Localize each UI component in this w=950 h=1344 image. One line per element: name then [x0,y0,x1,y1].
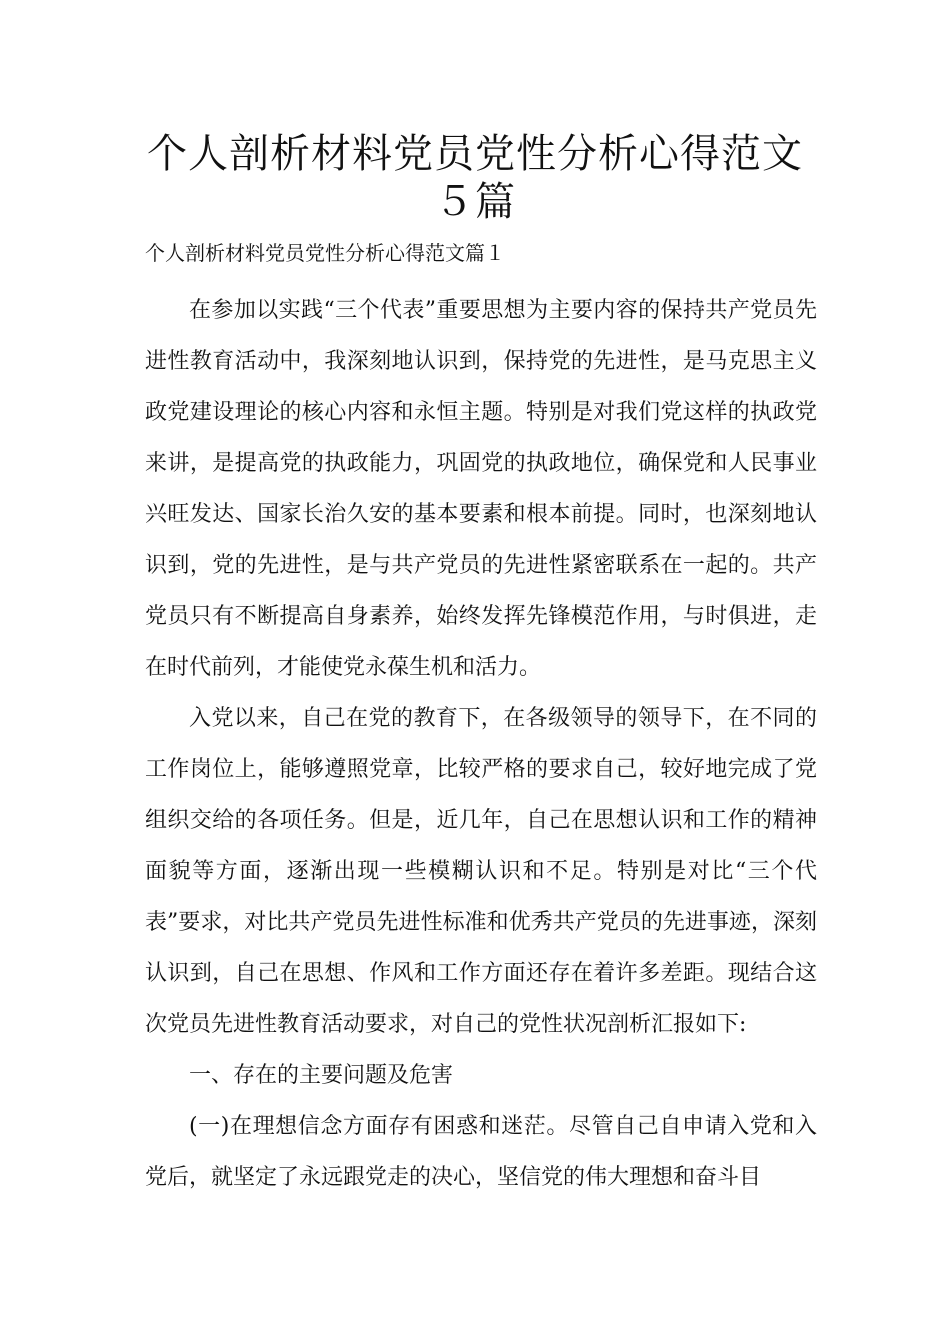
document-subtitle: 个人剖析材料党员党性分析心得范文篇１ [145,241,505,265]
paragraph: 在参加以实践“三个代表”重要思想为主要内容的保持共产党员先进性教育活动中，我深刻地认识到，保持党的先进性，是马克思主义政党建设理论的核心内容和永恒主题。特别是对我们党这样的执政党来讲，是提高党的执政能力，巩固党的执政地位，确保党和人民事业兴旺发达、国家长治久安的基本要素和根本前提。同时，也深刻地认识到，党的先进性，是与共产党员的先进性紧密联系在一起的。共产党员只有不断提高自身素养，始终发挥先锋模范作用，与时俱进，走在时代前列，才能使党永葆生机和活力。 [145,298,817,680]
document-title: 个人剖析材料党员党性分析心得范文５篇 [147,131,803,225]
paragraph: 入党以来，自己在党的教育下，在各级领导的领导下，在不同的工作岗位上，能够遵照党章，比较严格的要求自己，较好地完成了党组织交给的各项任务。但是，近几年，自己在思想认识和工作的精神面貌等方面，逐渐出现一些模糊认识和不足。特别是对比“三个代表”要求，对比共产党员先进性标准和优秀共产党员的先进事迹，深刻认识到，自己在思想、作风和工作方面还存在着许多差距。现结合这次党员先进性教育活动要求，对自己的党性状况剖析汇报如下: [145,706,817,1037]
section-heading: 一、存在的主要问题及危害 [189,1063,454,1088]
paragraph: (一)在理想信念方面存有困惑和迷茫。尽管自己自申请入党和入党后，就坚定了永远跟党走的决心，坚信党的伟大理想和奋斗目 [145,1114,817,1190]
document-body [145,285,817,1203]
